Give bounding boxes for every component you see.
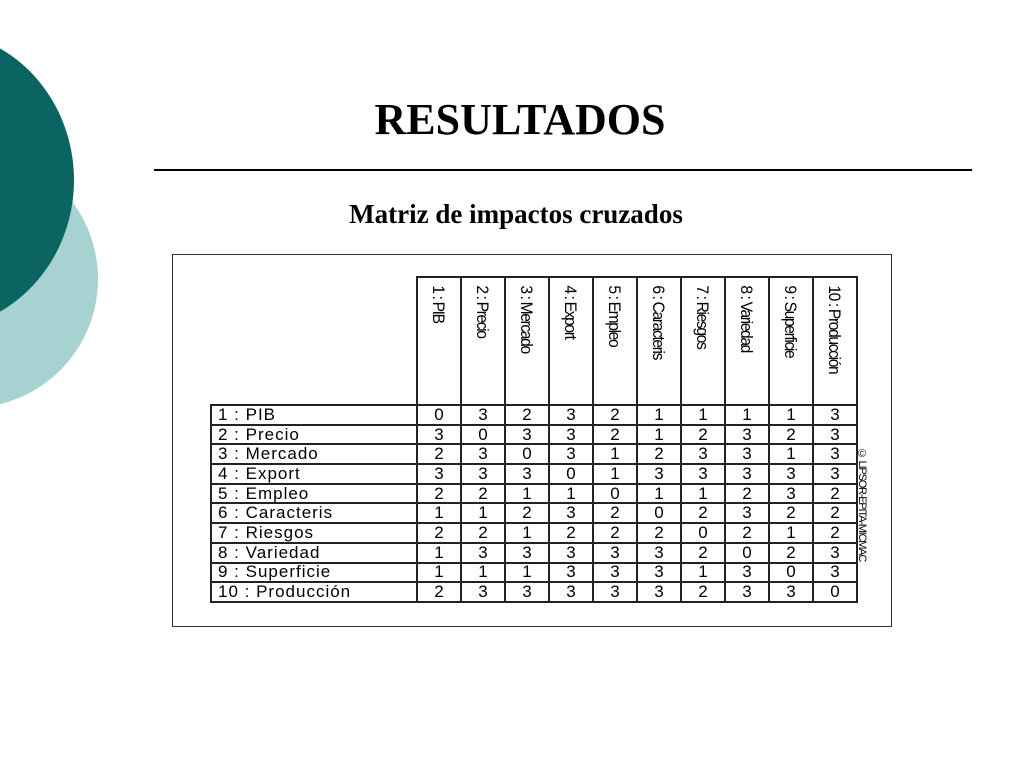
row-header: 2 : Precio	[211, 425, 417, 445]
column-header	[637, 277, 681, 405]
row-header: 8 : Variedad	[211, 543, 417, 563]
matrix-cell: 1	[593, 444, 637, 464]
matrix-cell: 1	[769, 444, 813, 464]
matrix-cell: 3	[549, 543, 593, 563]
matrix-cell: 0	[813, 582, 857, 602]
matrix-cell: 2	[593, 425, 637, 445]
matrix-cell: 2	[725, 523, 769, 543]
matrix-cell: 2	[417, 582, 461, 602]
matrix-cell: 3	[461, 582, 505, 602]
matrix-corner	[211, 277, 417, 405]
row-header: 4 : Export	[211, 464, 417, 484]
table-row	[211, 405, 857, 425]
column-header-label: 9 : Superficie	[781, 285, 800, 358]
matrix-cell: 2	[637, 523, 681, 543]
matrix-cell: 2	[813, 503, 857, 523]
matrix-cell: 2	[461, 484, 505, 504]
column-header-label: 2 : Precio	[473, 285, 492, 338]
matrix-cell: 2	[681, 425, 725, 445]
matrix-cell: 3	[549, 503, 593, 523]
matrix-cell: 3	[725, 444, 769, 464]
table-row	[211, 464, 857, 484]
row-header: 3 : Mercado	[211, 444, 417, 464]
column-header	[769, 277, 813, 405]
table-row	[211, 503, 857, 523]
matrix-cell: 2	[813, 523, 857, 543]
matrix-cell: 0	[461, 425, 505, 445]
matrix-cell: 3	[637, 563, 681, 583]
matrix-cell: 3	[505, 464, 549, 484]
matrix-cell: 3	[505, 582, 549, 602]
column-header	[417, 277, 461, 405]
column-header-label: 4 : Export	[561, 285, 580, 339]
matrix-cell: 1	[769, 523, 813, 543]
matrix-cell: 2	[505, 503, 549, 523]
column-header-label: 7 : Riesgos	[693, 285, 712, 349]
table-row	[211, 563, 857, 583]
table-row	[211, 543, 857, 563]
matrix-cell: 2	[681, 543, 725, 563]
matrix-cell: 3	[549, 582, 593, 602]
matrix-cell: 2	[417, 444, 461, 464]
column-header	[813, 277, 857, 405]
matrix-cell: 1	[461, 563, 505, 583]
matrix-cell: 2	[637, 444, 681, 464]
matrix-cell: 2	[505, 405, 549, 425]
matrix-cell: 3	[813, 563, 857, 583]
column-header	[725, 277, 769, 405]
matrix-cell: 3	[637, 582, 681, 602]
matrix-cell: 3	[461, 405, 505, 425]
slide-title: RESULTADOS	[374, 95, 666, 144]
matrix-cell: 1	[725, 405, 769, 425]
matrix-cell: 1	[417, 543, 461, 563]
matrix-cell: 3	[549, 405, 593, 425]
matrix-cell: 2	[769, 425, 813, 445]
column-header-label: 3 : Mercado	[517, 285, 536, 353]
matrix-cell: 3	[725, 503, 769, 523]
table-row	[211, 582, 857, 602]
matrix-cell: 2	[593, 503, 637, 523]
matrix-cell: 1	[637, 405, 681, 425]
matrix-body	[211, 405, 857, 602]
row-header: 1 : PIB	[211, 405, 417, 425]
matrix-cell: 3	[549, 563, 593, 583]
title-divider	[154, 169, 972, 171]
matrix-cell: 2	[593, 405, 637, 425]
table-row	[211, 425, 857, 445]
matrix-cell: 2	[417, 523, 461, 543]
matrix-cell: 0	[637, 503, 681, 523]
table-row	[211, 484, 857, 504]
matrix-cell: 1	[637, 484, 681, 504]
matrix-cell: 1	[461, 503, 505, 523]
matrix-header-row	[211, 277, 857, 405]
matrix-cell: 2	[549, 523, 593, 543]
matrix-cell: 1	[637, 425, 681, 445]
matrix-cell: 3	[593, 543, 637, 563]
row-header: 5 : Empleo	[211, 484, 417, 504]
matrix-cell: 1	[549, 484, 593, 504]
matrix-cell: 0	[681, 523, 725, 543]
matrix-cell: 1	[505, 484, 549, 504]
column-header	[681, 277, 725, 405]
column-header	[505, 277, 549, 405]
column-header	[549, 277, 593, 405]
cross-impact-matrix	[210, 276, 858, 603]
matrix-cell: 3	[813, 405, 857, 425]
matrix-cell: 3	[505, 425, 549, 445]
matrix-cell: 0	[417, 405, 461, 425]
column-header-label: 8 : Variedad	[737, 285, 756, 352]
matrix-cell: 1	[681, 563, 725, 583]
matrix-cell: 3	[769, 582, 813, 602]
row-header: 6 : Caracteris	[211, 503, 417, 523]
matrix-cell: 1	[417, 563, 461, 583]
matrix-cell: 3	[549, 444, 593, 464]
matrix-cell: 2	[769, 543, 813, 563]
matrix-cell: 2	[461, 523, 505, 543]
matrix-cell: 3	[769, 484, 813, 504]
matrix-cell: 1	[769, 405, 813, 425]
matrix-cell: 3	[725, 563, 769, 583]
matrix-cell: 3	[637, 543, 681, 563]
column-header-label: 6 : Caracteris	[649, 285, 668, 360]
matrix-cell: 3	[769, 464, 813, 484]
slide-subtitle: Matriz de impactos cruzados	[349, 199, 683, 229]
matrix-cell: 0	[505, 444, 549, 464]
matrix-cell: 3	[461, 543, 505, 563]
matrix-cell: 2	[769, 503, 813, 523]
matrix-cell: 3	[813, 464, 857, 484]
matrix-cell: 1	[681, 484, 725, 504]
matrix-cell: 3	[593, 563, 637, 583]
matrix-cell: 3	[593, 582, 637, 602]
column-header	[461, 277, 505, 405]
column-header-label: 10 : Producción	[825, 285, 844, 374]
matrix-cell: 3	[681, 444, 725, 464]
matrix-cell: 1	[593, 464, 637, 484]
row-header: 7 : Riesgos	[211, 523, 417, 543]
table-row	[211, 523, 857, 543]
row-header: 10 : Producción	[211, 582, 417, 602]
matrix-cell: 1	[681, 405, 725, 425]
column-header	[593, 277, 637, 405]
matrix-cell: 3	[813, 543, 857, 563]
matrix-cell: 2	[417, 484, 461, 504]
matrix-cell: 0	[769, 563, 813, 583]
column-header-label: 5 : Empleo	[605, 285, 624, 347]
matrix-cell: 2	[681, 503, 725, 523]
matrix-cell: 3	[417, 425, 461, 445]
matrix-cell: 3	[725, 425, 769, 445]
matrix-cell: 0	[549, 464, 593, 484]
matrix-cell: 3	[461, 444, 505, 464]
matrix-cell: 3	[461, 464, 505, 484]
column-header-label: 1 : PIB	[429, 285, 448, 323]
matrix-cell: 3	[813, 444, 857, 464]
matrix-cell: 3	[681, 464, 725, 484]
software-watermark: © LIPSOR-EPITA-MICMAC	[856, 448, 868, 562]
matrix-cell: 3	[505, 543, 549, 563]
matrix-cell: 2	[593, 523, 637, 543]
matrix-cell: 0	[725, 543, 769, 563]
matrix-cell: 1	[505, 563, 549, 583]
matrix-cell: 3	[813, 425, 857, 445]
table-row	[211, 444, 857, 464]
matrix-cell: 3	[637, 464, 681, 484]
matrix-cell: 3	[549, 425, 593, 445]
matrix-cell: 3	[725, 464, 769, 484]
matrix-cell: 2	[681, 582, 725, 602]
matrix-cell: 2	[813, 484, 857, 504]
row-header: 9 : Superficie	[211, 563, 417, 583]
matrix-cell: 3	[725, 582, 769, 602]
matrix-cell: 2	[725, 484, 769, 504]
matrix-cell: 0	[593, 484, 637, 504]
matrix-cell: 3	[417, 464, 461, 484]
matrix-cell: 1	[505, 523, 549, 543]
matrix-cell: 1	[417, 503, 461, 523]
